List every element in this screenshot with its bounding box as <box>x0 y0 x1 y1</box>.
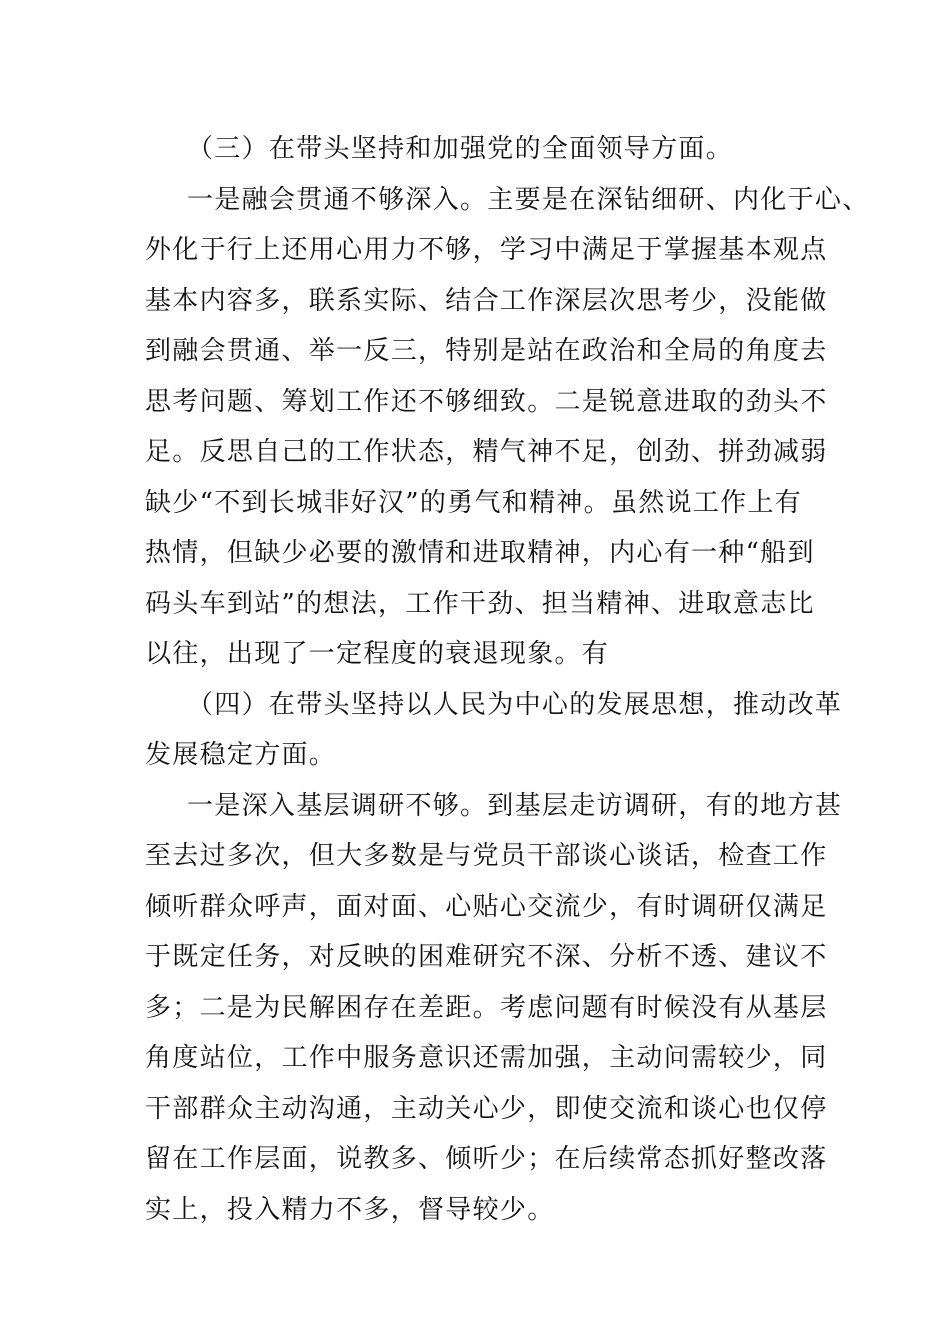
paragraph-line: 倾听群众呼声，面对面、心贴心交流少，有时调研仅满足 <box>145 891 828 922</box>
paragraph-line: 思考问题、筹划工作还不够细致。二是锐意进取的劲头不 <box>145 386 828 417</box>
paragraph-line: 以往，出现了一定程度的衰退现象。有 <box>145 639 610 669</box>
paragraph-line: 缺少“不到长城非好汉”的勇气和精神。虽然说工作上有 <box>145 487 803 518</box>
paragraph-line: 于既定任务，对反映的困难研究不深、分析不透、建议不 <box>145 942 828 972</box>
paragraph-line: 留在工作层面，说教多、倾听少；在后续常态抓好整改落 <box>145 1144 828 1174</box>
paragraph-line: 实上，投入精力不多，督导较少。 <box>145 1194 555 1225</box>
paragraph-line: 基本内容多，联系实际、结合工作深层次思考少，没能做 <box>145 285 828 316</box>
heading-section-4-continued: 发展稳定方面。 <box>145 740 337 770</box>
paragraph-line: 一是融会贯通不够深入。主要是在深钻细研、内化于心、 <box>187 184 870 215</box>
paragraph-line: 外化于行上还用心用力不够，学习中满足于掌握基本观点 <box>145 235 828 265</box>
paragraph-line: 多；二是为民解困存在差距。考虑问题有时候没有从基层 <box>145 992 828 1023</box>
paragraph-line: 到融会贯通、举一反三，特别是站在政治和全局的角度去 <box>145 336 828 366</box>
paragraph-line: 至去过多次，但大多数是与党员干部谈心谈话，检查工作 <box>145 841 828 871</box>
paragraph-line: 足。反思自己的工作状态，精气神不足，创劲、拼劲减弱 <box>145 437 828 467</box>
paragraph-line: 码头车到站”的想法，工作干劲、担当精神、进取意志比 <box>145 588 815 619</box>
heading-section-4: （四）在带头坚持以人民为中心的发展思想，推动改革 <box>187 689 843 720</box>
body-text <box>0 124 950 1235</box>
paragraph-line: 热情，但缺少必要的激情和进取精神，内心有一种“船到 <box>145 538 815 568</box>
paragraph-line: 角度站位，工作中服务意识还需加强，主动问需较少，同 <box>145 1043 828 1073</box>
heading-section-3: （三）在带头坚持和加强党的全面领导方面。 <box>187 134 734 164</box>
paragraph-line: 一是深入基层调研不够。到基层走访调研，有的地方甚 <box>187 790 843 821</box>
paragraph-line: 干部群众主动沟通，主动关心少，即使交流和谈心也仅停 <box>145 1093 828 1124</box>
